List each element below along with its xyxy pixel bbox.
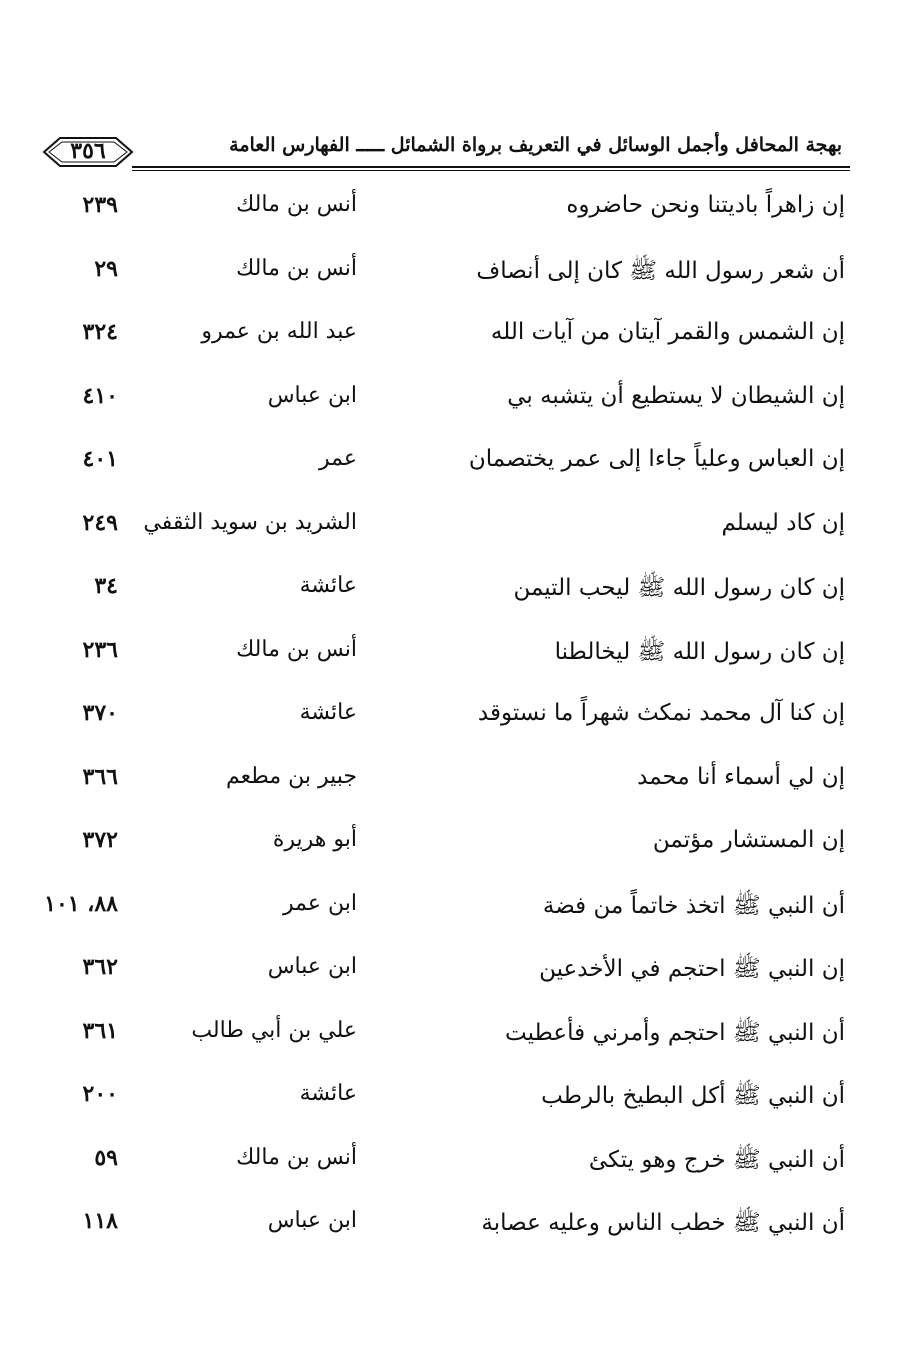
hadith-incipit: أن النبي ﷺ احتجم وأمرني فأعطيت [505,1019,845,1046]
hadith-incipit: إن كان رسول الله ﷺ ليخالطنا [554,638,845,665]
index-row [0,815,905,879]
hadith-incipit: أن النبي ﷺ اتخذ خاتماً من فضة [542,892,845,919]
index-row [0,1069,905,1133]
page-reference: ٢٠٠ [82,1081,118,1107]
page-reference: ٢٣٩ [82,192,118,218]
index-row [0,434,905,498]
index-row [0,879,905,943]
page-reference: ١١٨ [82,1208,118,1234]
page-reference: ٣٤ [94,573,118,599]
page-reference: ٣٢٤ [82,319,118,345]
narrator-name: ابن عباس [267,1208,357,1233]
narrator-name: عمر [319,446,357,471]
narrator-name: ابن عمر [283,890,357,916]
narrator-name: ابن عباس [267,382,357,408]
narrator-name: ابن عباس [267,954,357,979]
page-reference: ٣٧٢ [82,827,118,853]
page-reference: ٤٠١ [82,446,118,472]
page-reference: ٣٧٠ [82,700,118,726]
index-row [0,180,905,244]
index-row [0,752,905,816]
hadith-incipit: إن النبي ﷺ احتجم في الأخدعين [539,956,845,982]
narrator-name: أنس بن مالك [236,255,357,281]
running-header [40,128,850,176]
page-reference: ٢٤٩ [82,509,118,536]
header-rule [132,166,850,171]
page-reference: ٣٦٢ [82,954,118,980]
hadith-incipit: إن كاد ليسلم [721,509,845,536]
hadith-incipit: أن شعر رسول الله ﷺ كان إلى أنصاف [476,257,845,284]
hadith-incipit: أن النبي ﷺ خرج وهو يتكئ [588,1146,845,1173]
index-row [0,307,905,371]
hadith-incipit: إن لي أسماء أنا محمد [637,763,845,790]
page-number: ٣٥٦ [70,138,106,164]
page-reference: ٤١٠ [82,382,118,409]
narrator-name: عائشة [299,573,357,598]
page-reference: ٣٦١ [82,1017,118,1044]
index-row [0,1133,905,1197]
hadith-incipit: إن الشمس والقمر آيتان من آيات الله [490,319,845,345]
page-number-ornament [40,132,136,172]
hadith-incipit: إن الشيطان لا يستطيع أن يتشبه بي [507,382,845,409]
narrator-name: جبير بن مطعم [226,763,357,789]
page-reference: ٥٩ [94,1144,118,1171]
narrator-name: أنس بن مالك [236,1144,357,1170]
narrator-name: علي بن أبي طالب [191,1017,357,1043]
index-row [0,1006,905,1070]
narrator-name: عبد الله بن عمرو [201,319,357,344]
index-row [0,625,905,689]
hadith-incipit: إن المستشار مؤتمن [652,827,845,853]
narrator-name: الشريد بن سويد الثقفي [143,509,357,535]
narrator-name: أنس بن مالك [236,192,357,217]
index-row [0,688,905,752]
hadith-incipit: أن النبي ﷺ أكل البطيخ بالرطب [541,1083,845,1109]
running-header-title: بهجة المحافل وأجمل الوسائل في التعريف برواة الشمائل ـــــ الفهارس العامة [229,134,842,156]
narrator-name: أنس بن مالك [236,636,357,662]
narrator-name: أبو هريرة [272,827,357,852]
narrator-name: عائشة [299,1081,357,1106]
page-reference: ٣٦٦ [82,763,118,790]
hadith-incipit: إن العباس وعلياً جاءا إلى عمر يختصمان [468,446,845,472]
index-row [0,1196,905,1260]
index-row [0,244,905,308]
hadith-incipit: إن كان رسول الله ﷺ ليحب التيمن [513,575,845,601]
page-reference: ٨٨، ١٠١ [44,890,118,917]
hadith-incipit: إن كنا آل محمد نمكث شهراً ما نستوقد [477,700,845,726]
index-row [0,498,905,562]
index-table [0,180,905,1260]
index-row [0,371,905,435]
hadith-incipit: إن زاهراً باديتنا ونحن حاضروه [566,192,845,218]
index-row [0,942,905,1006]
index-row [0,561,905,625]
hadith-incipit: أن النبي ﷺ خطب الناس وعليه عصابة [481,1210,845,1236]
page-reference: ٢٣٦ [82,636,118,663]
page-reference: ٢٩ [94,255,118,282]
narrator-name: عائشة [299,700,357,725]
